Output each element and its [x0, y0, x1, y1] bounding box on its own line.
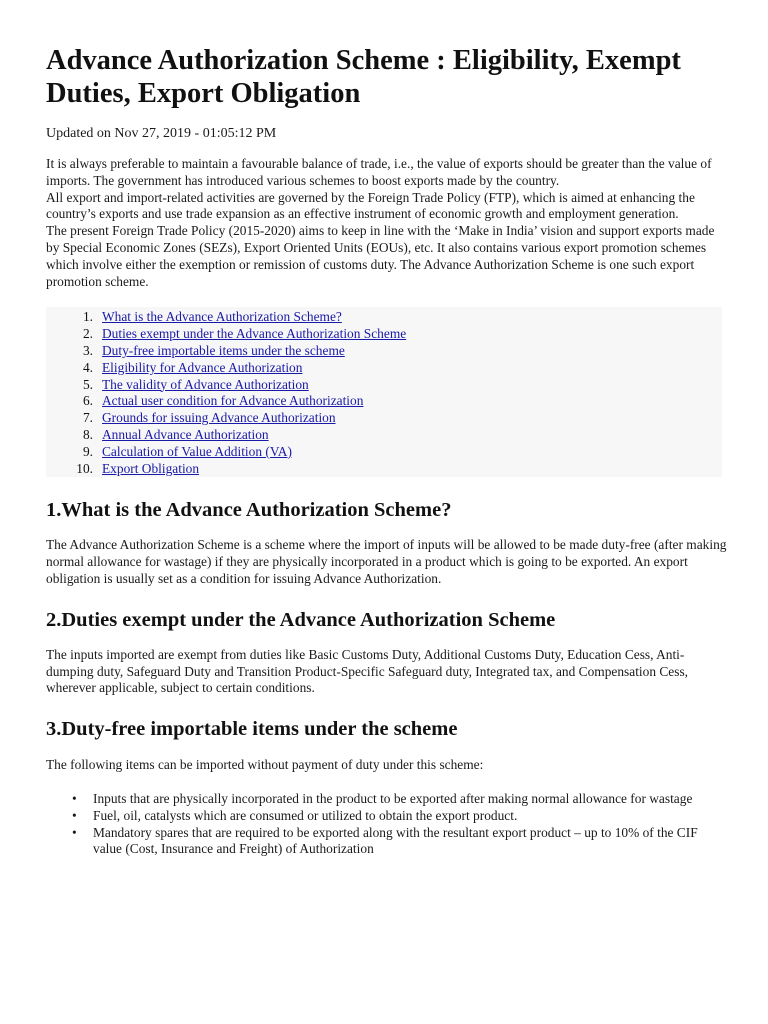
- list-item: [46, 808, 728, 825]
- toc-link-actual-user[interactable]: Actual user condition for Advance Authorization: [102, 393, 364, 409]
- updated-timestamp: Updated on Nov 27, 2019 - 01:05:12 PM: [46, 126, 277, 141]
- toc-number: 6.: [82, 393, 93, 409]
- toc-item: [46, 393, 722, 410]
- toc-item: [46, 427, 722, 444]
- bullet-icon: •: [72, 790, 77, 806]
- toc-number: 8.: [82, 426, 93, 442]
- importable-items-list: [46, 791, 728, 858]
- page-title: Advance Authorization Scheme : Eligibility, Exempt Duties, Export Obligation: [46, 45, 681, 109]
- toc-item: [46, 461, 722, 478]
- bullet-icon: •: [72, 807, 77, 823]
- list-item-text: Fuel, oil, catalysts which are consumed or utilized to obtain the export product.: [93, 807, 518, 823]
- section-heading-3: 3.Duty-free importable items under the scheme: [46, 718, 458, 741]
- toc-number: 3.: [82, 342, 93, 358]
- toc-link-validity[interactable]: The validity of Advance Authorization: [102, 376, 309, 392]
- toc-item: [46, 309, 722, 326]
- table-of-contents: [46, 307, 722, 477]
- toc-item: [46, 343, 722, 360]
- intro-paragraph-3: The present Foreign Trade Policy (2015-2020) aims to keep in line with the ‘Make in India’ vision and support exports made by Special Economic Zones (SEZs), Export Oriented Units (EOUs), etc. It also contains various export promotion schemes which involve either the exemption or remission of customs duty. The Advance Authorization Scheme is one such export promotion scheme.: [46, 223, 715, 289]
- section-body-3: The following items can be imported without payment of duty under this scheme:: [46, 757, 484, 773]
- intro-text: [46, 156, 728, 290]
- toc-number: 7.: [82, 410, 93, 426]
- toc-item: [46, 326, 722, 343]
- section-body-1: The Advance Authorization Scheme is a scheme where the import of inputs will be allowed to be made duty-free (after making normal allowance for wastage) if they are physically incorporated in a product which is going to be exported. An export obligation is usually set as a condition for issuing Advance Authorization.: [46, 537, 727, 586]
- toc-link-duty-free-items[interactable]: Duty-free importable items under the scheme: [102, 342, 345, 358]
- toc-number: 10.: [76, 460, 93, 476]
- section-heading-2: 2.Duties exempt under the Advance Authorization Scheme: [46, 608, 556, 631]
- toc-link-export-obligation[interactable]: Export Obligation: [102, 460, 200, 476]
- list-item: [46, 825, 728, 859]
- list-item-text: Inputs that are physically incorporated in the product to be exported after making normal allowance for wastage: [93, 790, 693, 806]
- toc-item: [46, 360, 722, 377]
- toc-link-value-addition[interactable]: Calculation of Value Addition (VA): [102, 443, 292, 459]
- list-item: [46, 791, 728, 808]
- toc-number: 2.: [82, 326, 93, 342]
- toc-item: [46, 444, 722, 461]
- section-heading-1: 1.What is the Advance Authorization Scheme?: [46, 499, 452, 522]
- intro-paragraph-1: It is always preferable to maintain a favourable balance of trade, i.e., the value of exports should be greater than the value of imports. The government has introduced various schemes to boost exports made by the country.: [46, 156, 712, 188]
- toc-number: 4.: [82, 359, 93, 375]
- toc-link-eligibility[interactable]: Eligibility for Advance Authorization: [102, 359, 303, 375]
- toc-link-what-is-scheme[interactable]: What is the Advance Authorization Scheme?: [102, 309, 342, 325]
- section-body-2: The inputs imported are exempt from duties like Basic Customs Duty, Additional Customs Duty, Education Cess, Anti-dumping duty, Safeguard Duty and Transition Product-Specific Safeguard duty, Integrated tax, and Compensation Cess, wherever applicable, subject to certain conditions.: [46, 646, 689, 696]
- intro-paragraph-2: All export and import-related activities are governed by the Foreign Trade Policy (FTP), which is aimed at enhancing the country’s exports and use trade expansion as an effective instrument of economic growth and employment generation.: [46, 189, 695, 222]
- toc-number: 9.: [82, 443, 93, 459]
- bullet-icon: •: [72, 824, 77, 840]
- toc-link-annual[interactable]: Annual Advance Authorization: [102, 426, 269, 442]
- toc-item: [46, 410, 722, 427]
- toc-link-grounds[interactable]: Grounds for issuing Advance Authorization: [102, 410, 336, 426]
- toc-number: 5.: [82, 376, 93, 392]
- list-item-text: Mandatory spares that are required to be exported along with the resultant export product – up to 10% of the CIF value (Cost, Insurance and Freight) of Authorization: [93, 824, 698, 857]
- toc-item: [46, 377, 722, 394]
- toc-number: 1.: [82, 309, 93, 325]
- toc-link-duties-exempt[interactable]: Duties exempt under the Advance Authorization Scheme: [102, 326, 407, 342]
